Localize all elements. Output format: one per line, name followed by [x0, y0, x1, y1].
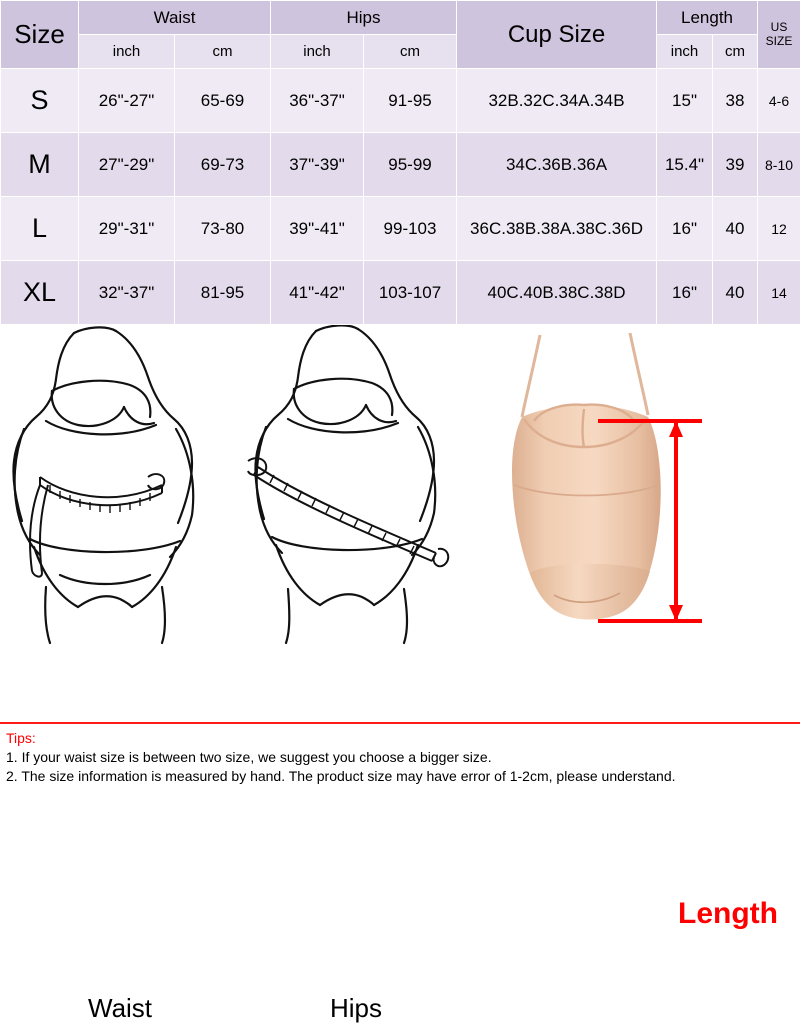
- product-length-illustration: [480, 325, 800, 655]
- table-row: [1, 197, 800, 261]
- header-length: Length: [657, 1, 758, 35]
- tips-section: [0, 722, 800, 800]
- cell-waist-cm: 69-73: [175, 133, 271, 197]
- cell-waist-inch: 26"-27": [79, 69, 175, 133]
- waist-measure-illustration: [0, 325, 250, 645]
- hips-caption: Hips: [330, 993, 382, 1024]
- cell-length-inch: 16": [657, 197, 713, 261]
- table-header-row-2: [1, 35, 800, 69]
- cell-length-inch: 15": [657, 69, 713, 133]
- cell-size: S: [1, 69, 79, 133]
- header-us-size-line1: US: [771, 20, 788, 34]
- cell-hips-cm: 95-99: [364, 133, 457, 197]
- cell-length-cm: 38: [713, 69, 758, 133]
- cell-us-size: 12: [758, 197, 800, 261]
- header-length-inch: inch: [657, 35, 713, 69]
- cell-length-cm: 39: [713, 133, 758, 197]
- cell-length-inch: 15.4": [657, 133, 713, 197]
- cell-cup: 32B.32C.34A.34B: [457, 69, 657, 133]
- header-waist: Waist: [79, 1, 271, 35]
- illustration-strip: [0, 325, 800, 665]
- cell-hips-inch: 41"-42": [271, 261, 364, 325]
- table-header-row-1: [1, 1, 800, 35]
- cell-waist-inch: 32"-37": [79, 261, 175, 325]
- cell-size: L: [1, 197, 79, 261]
- cell-hips-inch: 39"-41": [271, 197, 364, 261]
- tips-title: Tips:: [6, 730, 794, 746]
- header-waist-cm: cm: [175, 35, 271, 69]
- cell-us-size: 4-6: [758, 69, 800, 133]
- header-us-size-line2: SIZE: [766, 34, 793, 48]
- header-cup-size: Cup Size: [457, 1, 657, 69]
- length-caption: Length: [678, 897, 778, 931]
- header-hips-inch: inch: [271, 35, 364, 69]
- cell-us-size: 8-10: [758, 133, 800, 197]
- cell-waist-cm: 73-80: [175, 197, 271, 261]
- cell-length-cm: 40: [713, 197, 758, 261]
- cell-waist-cm: 65-69: [175, 69, 271, 133]
- header-size: Size: [1, 1, 79, 69]
- hips-measure-illustration: [240, 325, 490, 645]
- cell-hips-inch: 36"-37": [271, 69, 364, 133]
- cell-cup: 36C.38B.38A.38C.36D: [457, 197, 657, 261]
- cell-cup: 40C.40B.38C.38D: [457, 261, 657, 325]
- cell-waist-inch: 27"-29": [79, 133, 175, 197]
- cell-hips-cm: 99-103: [364, 197, 457, 261]
- tips-line-2: 2. The size information is measured by hand. The product size may have error of 1-2cm, please understand.: [6, 768, 794, 784]
- cell-hips-cm: 91-95: [364, 69, 457, 133]
- cell-us-size: 14: [758, 261, 800, 325]
- table-row: [1, 261, 800, 325]
- header-us-size: [758, 1, 800, 69]
- cell-length-cm: 40: [713, 261, 758, 325]
- header-length-cm: cm: [713, 35, 758, 69]
- cell-length-inch: 16": [657, 261, 713, 325]
- header-hips: Hips: [271, 1, 457, 35]
- cell-cup: 34C.36B.36A: [457, 133, 657, 197]
- cell-waist-inch: 29"-31": [79, 197, 175, 261]
- cell-size: XL: [1, 261, 79, 325]
- tips-line-1: 1. If your waist size is between two size, we suggest you choose a bigger size.: [6, 749, 794, 765]
- waist-caption: Waist: [88, 993, 152, 1024]
- cell-hips-inch: 37"-39": [271, 133, 364, 197]
- size-chart-table: [0, 0, 800, 325]
- cell-hips-cm: 103-107: [364, 261, 457, 325]
- header-waist-inch: inch: [79, 35, 175, 69]
- header-hips-cm: cm: [364, 35, 457, 69]
- cell-waist-cm: 81-95: [175, 261, 271, 325]
- table-row: [1, 69, 800, 133]
- table-row: [1, 133, 800, 197]
- cell-size: M: [1, 133, 79, 197]
